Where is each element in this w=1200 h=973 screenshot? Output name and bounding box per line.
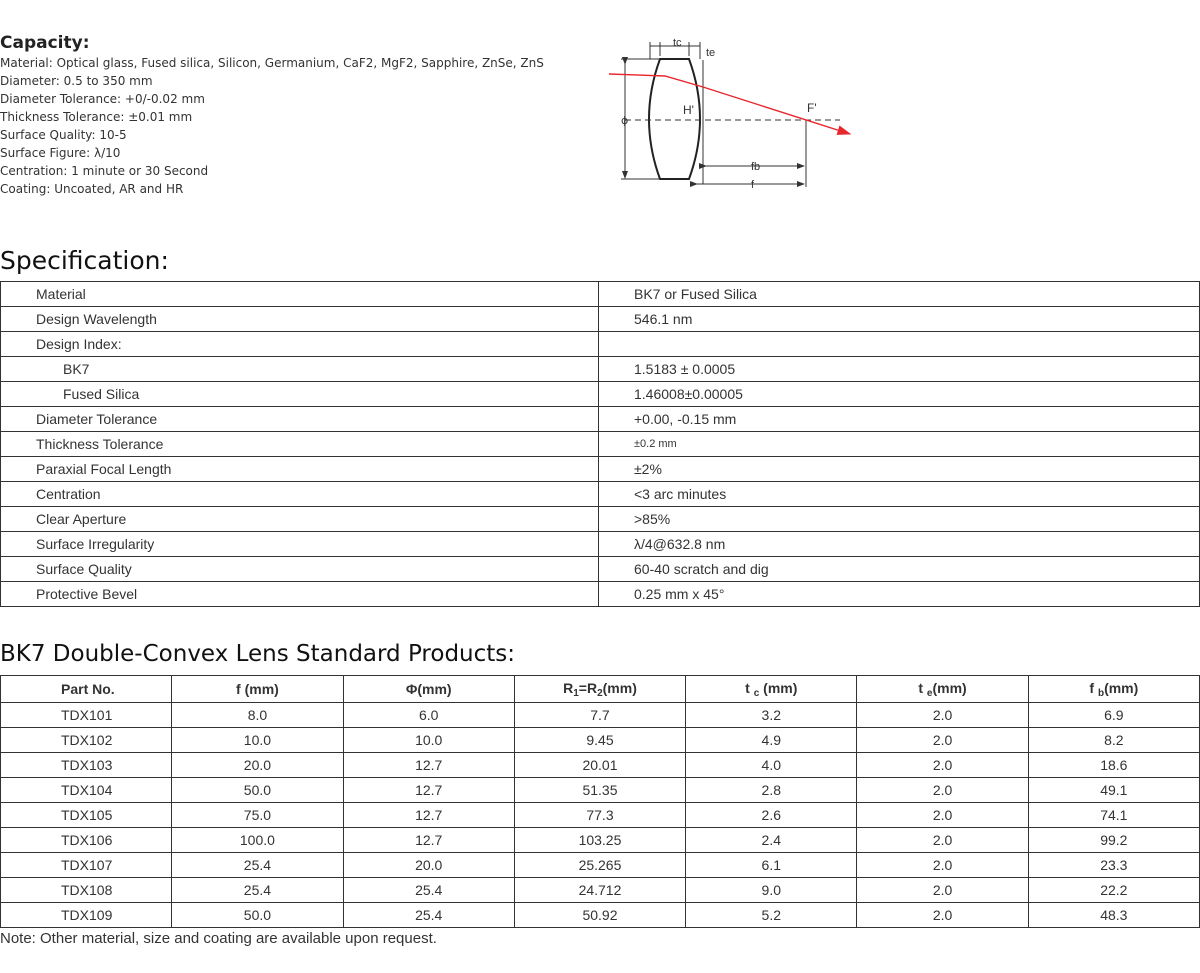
table-header-row <box>1 676 1200 703</box>
table-cell: 25.4 <box>172 853 343 878</box>
table-cell: 50.0 <box>172 778 343 803</box>
table-cell: 100.0 <box>172 828 343 853</box>
table-cell: 20.0 <box>172 753 343 778</box>
spec-key: Design Wavelength <box>1 307 599 332</box>
table-cell: 99.2 <box>1028 828 1199 853</box>
table-row <box>1 332 1200 357</box>
table-cell: 4.0 <box>686 753 857 778</box>
table-cell: 48.3 <box>1028 903 1199 928</box>
spec-value: 546.1 nm <box>599 307 1200 332</box>
lens-shape <box>649 59 700 179</box>
spec-value <box>599 332 1200 357</box>
col-header-tc: t $_c$ (mm) <box>686 676 857 703</box>
table-row <box>1 903 1200 928</box>
spec-key: Protective Bevel <box>1 582 599 607</box>
part-number-cell: TDX105 <box>1 803 172 828</box>
table-cell: 2.4 <box>686 828 857 853</box>
capacity-line: Diameter Tolerance: +0/-0.02 mm <box>0 92 205 106</box>
col-header-radius: $R_1=R_2(mm)$ <box>514 676 685 703</box>
table-cell: 74.1 <box>1028 803 1199 828</box>
table-cell: 20.01 <box>514 753 685 778</box>
table-row <box>1 382 1200 407</box>
table-cell: 50.92 <box>514 903 685 928</box>
part-number-cell: TDX104 <box>1 778 172 803</box>
table-cell: 25.4 <box>343 903 514 928</box>
capacity-title: Capacity: <box>0 33 90 53</box>
table-cell: 10.0 <box>343 728 514 753</box>
table-cell: 12.7 <box>343 828 514 853</box>
part-number-cell: TDX107 <box>1 853 172 878</box>
table-cell: 2.0 <box>857 828 1028 853</box>
capacity-line: Coating: Uncoated, AR and HR <box>0 182 184 196</box>
table-cell: 18.6 <box>1028 753 1199 778</box>
col-header-f: f (mm) <box>172 676 343 703</box>
table-row <box>1 282 1200 307</box>
table-cell: 9.45 <box>514 728 685 753</box>
spec-key: Surface Irregularity <box>1 532 599 557</box>
table-cell: 22.2 <box>1028 878 1199 903</box>
table-cell: 2.8 <box>686 778 857 803</box>
table-row <box>1 728 1200 753</box>
table-cell: 6.1 <box>686 853 857 878</box>
spec-value: +0.00, -0.15 mm <box>599 407 1200 432</box>
spec-value: 60-40 scratch and dig <box>599 557 1200 582</box>
table-cell: 23.3 <box>1028 853 1199 878</box>
spec-value: <3 arc minutes <box>599 482 1200 507</box>
table-row <box>1 307 1200 332</box>
table-cell: 4.9 <box>686 728 857 753</box>
spec-key: Centration <box>1 482 599 507</box>
col-header-te: t $_e$(mm) <box>857 676 1028 703</box>
table-row <box>1 432 1200 457</box>
spec-key: BK7 <box>1 357 599 382</box>
table-cell: 12.7 <box>343 803 514 828</box>
spec-key: Paraxial Focal Length <box>1 457 599 482</box>
table-row <box>1 778 1200 803</box>
spec-value: ±2% <box>599 457 1200 482</box>
spec-value: ±0.2 mm <box>599 432 1200 457</box>
spec-key: Design Index: <box>1 332 599 357</box>
table-cell: 7.7 <box>514 703 685 728</box>
table-cell: 20.0 <box>343 853 514 878</box>
part-number-cell: TDX108 <box>1 878 172 903</box>
col-header-part-no: Part No. <box>1 676 172 703</box>
spec-key: Thickness Tolerance <box>1 432 599 457</box>
f-label: f <box>751 179 755 191</box>
table-cell: 25.265 <box>514 853 685 878</box>
table-cell: 2.0 <box>857 878 1028 903</box>
table-cell: 25.4 <box>343 878 514 903</box>
capacity-line: Surface Figure: λ/10 <box>0 146 121 160</box>
table-cell: 2.0 <box>857 903 1028 928</box>
spec-value: λ/4@632.8 nm <box>599 532 1200 557</box>
table-row <box>1 878 1200 903</box>
table-cell: 6.9 <box>1028 703 1199 728</box>
footnote: Note: Other material, size and coating are available upon request. <box>0 930 437 947</box>
products-table <box>0 675 1200 928</box>
fb-label: fb <box>751 161 761 173</box>
table-row <box>1 357 1200 382</box>
table-cell: 2.0 <box>857 778 1028 803</box>
tc-label: tc <box>673 37 682 49</box>
capacity-line: Thickness Tolerance: ±0.01 mm <box>0 110 193 124</box>
table-row <box>1 753 1200 778</box>
products-title: BK7 Double-Convex Lens Standard Products: <box>0 641 516 667</box>
part-number-cell: TDX102 <box>1 728 172 753</box>
table-cell: 2.0 <box>857 853 1028 878</box>
table-cell: 51.35 <box>514 778 685 803</box>
table-row <box>1 407 1200 432</box>
table-row <box>1 803 1200 828</box>
table-cell: 12.7 <box>343 778 514 803</box>
table-row <box>1 582 1200 607</box>
spec-key: Clear Aperture <box>1 507 599 532</box>
spec-value: >85% <box>599 507 1200 532</box>
table-cell: 5.2 <box>686 903 857 928</box>
h-prime-label: H' <box>683 103 694 117</box>
table-row <box>1 532 1200 557</box>
table-row <box>1 482 1200 507</box>
te-label: te <box>706 47 716 59</box>
capacity-section <box>0 32 600 198</box>
part-number-cell: TDX109 <box>1 903 172 928</box>
phi-label: ϕ <box>621 114 629 127</box>
specification-title: Specification: <box>0 246 169 275</box>
capacity-line: Diameter: 0.5 to 350 mm <box>0 74 153 88</box>
table-cell: 2.0 <box>857 703 1028 728</box>
table-row <box>1 853 1200 878</box>
spec-value: 0.25 mm x 45° <box>599 582 1200 607</box>
spec-key: Material <box>1 282 599 307</box>
part-number-cell: TDX101 <box>1 703 172 728</box>
table-cell: 77.3 <box>514 803 685 828</box>
f-prime-label: F' <box>807 101 817 115</box>
col-header-diameter: Φ(mm) <box>343 676 514 703</box>
table-cell: 10.0 <box>172 728 343 753</box>
table-cell: 2.0 <box>857 728 1028 753</box>
spec-key: Fused Silica <box>1 382 599 407</box>
table-cell: 49.1 <box>1028 778 1199 803</box>
spec-key: Diameter Tolerance <box>1 407 599 432</box>
table-cell: 2.0 <box>857 753 1028 778</box>
table-row <box>1 457 1200 482</box>
part-number-cell: TDX103 <box>1 753 172 778</box>
col-header-fb: f $_b$(mm) <box>1028 676 1199 703</box>
table-cell: 12.7 <box>343 753 514 778</box>
table-cell: 50.0 <box>172 903 343 928</box>
table-cell: 8.0 <box>172 703 343 728</box>
capacity-line: Centration: 1 minute or 30 Second <box>0 164 209 178</box>
table-cell: 3.2 <box>686 703 857 728</box>
table-row <box>1 557 1200 582</box>
part-number-cell: TDX106 <box>1 828 172 853</box>
table-cell: 24.712 <box>514 878 685 903</box>
capacity-line: Material: Optical glass, Fused silica, Silicon, Germanium, CaF2, MgF2, Sapphire, ZnSe, ZnS <box>0 56 544 70</box>
table-row <box>1 507 1200 532</box>
lens-diagram <box>605 32 865 194</box>
table-cell: 103.25 <box>514 828 685 853</box>
table-cell: 6.0 <box>343 703 514 728</box>
spec-value: 1.46008±0.00005 <box>599 382 1200 407</box>
spec-key: Surface Quality <box>1 557 599 582</box>
spec-value: 1.5183 ± 0.0005 <box>599 357 1200 382</box>
table-cell: 2.0 <box>857 803 1028 828</box>
table-cell: 8.2 <box>1028 728 1199 753</box>
table-cell: 75.0 <box>172 803 343 828</box>
table-cell: 9.0 <box>686 878 857 903</box>
specification-table <box>0 281 1200 607</box>
table-cell: 25.4 <box>172 878 343 903</box>
table-cell: 2.6 <box>686 803 857 828</box>
spec-value: BK7 or Fused Silica <box>599 282 1200 307</box>
table-row <box>1 703 1200 728</box>
capacity-line: Surface Quality: 10-5 <box>0 128 127 142</box>
table-row <box>1 828 1200 853</box>
